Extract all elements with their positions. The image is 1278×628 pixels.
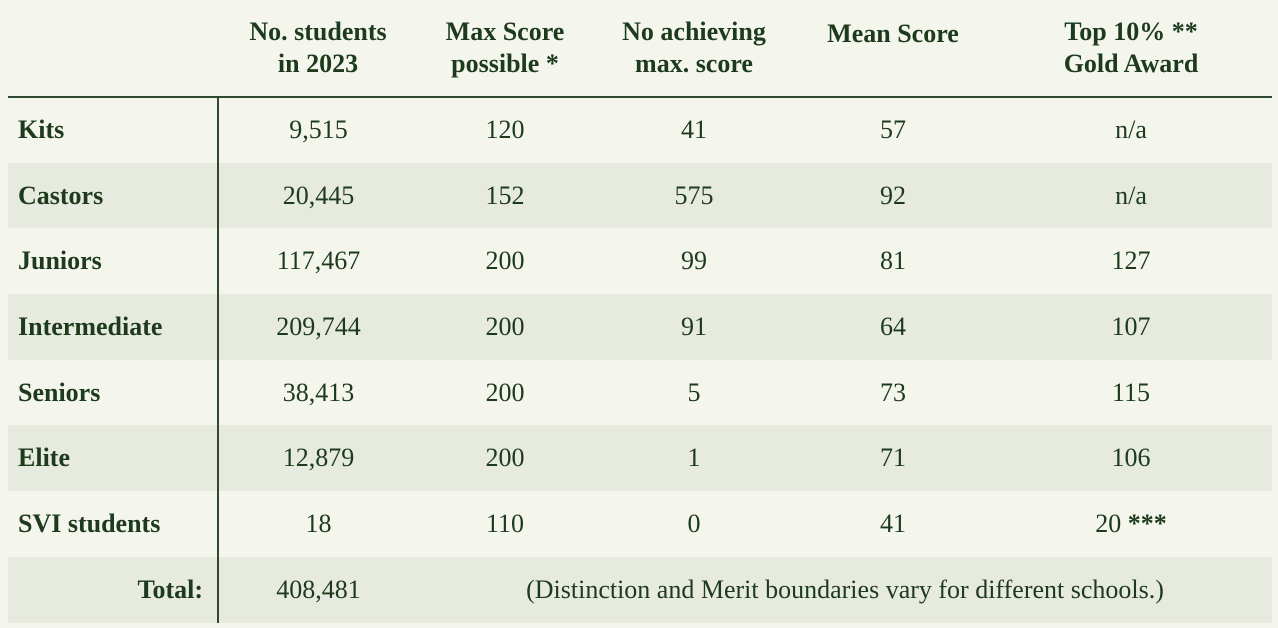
cell-max-score: 200 (418, 294, 592, 360)
cell-mean: 64 (796, 294, 990, 360)
header-gold-line-2: Gold Award (1063, 49, 1199, 78)
cell-gold (990, 425, 1272, 491)
cell-gold (990, 163, 1272, 229)
table-row (8, 97, 1272, 163)
cell-students: 209,744 (218, 294, 418, 360)
table-body (8, 97, 1272, 623)
cell-gold (990, 97, 1272, 163)
cell-achieving: 99 (592, 228, 796, 294)
cell-mean: 73 (796, 360, 990, 426)
cell-max-score: 110 (418, 491, 592, 557)
row-level: Juniors (8, 228, 218, 294)
row-level: Kits (8, 97, 218, 163)
row-level: SVI students (8, 491, 218, 557)
cell-max-score: 200 (418, 228, 592, 294)
cell-mean: 57 (796, 97, 990, 163)
table-row (8, 360, 1272, 426)
header-students (218, 0, 418, 97)
gold-value: 106 (1111, 443, 1151, 473)
cell-max-score: 120 (418, 97, 592, 163)
cell-mean: 41 (796, 491, 990, 557)
row-level: Castors (8, 163, 218, 229)
table-row (8, 491, 1272, 557)
gold-value: 115 (1111, 377, 1151, 407)
cell-students: 9,515 (218, 97, 418, 163)
total-label: Total: (8, 557, 218, 623)
cell-achieving: 0 (592, 491, 796, 557)
table-row (8, 294, 1272, 360)
header-students-line-2: in 2023 (277, 49, 359, 78)
header-gold-line-1: Top 10% ** (1064, 17, 1198, 46)
gold-value: 20 (1095, 508, 1122, 538)
cell-max-score: 200 (418, 360, 592, 426)
cell-max-score: 200 (418, 425, 592, 491)
cell-gold (990, 360, 1272, 426)
table-header (8, 0, 1272, 97)
cell-achieving: 1 (592, 425, 796, 491)
table-row (8, 425, 1272, 491)
cell-students: 20,445 (218, 163, 418, 229)
table-row (8, 228, 1272, 294)
cell-gold (990, 294, 1272, 360)
header-gold-award (990, 0, 1272, 97)
cell-students: 18 (218, 491, 418, 557)
header-mean-score (796, 0, 990, 97)
total-note: (Distinction and Merit boundaries vary for different schools.) (418, 557, 1272, 623)
header-achieving-line-1: No achieving (622, 17, 766, 46)
header-achieving-line-2: max. score (635, 49, 753, 78)
cell-max-score: 152 (418, 163, 592, 229)
header-max-score-line-2: possible * (451, 49, 559, 78)
cell-mean: 71 (796, 425, 990, 491)
cell-mean: 92 (796, 163, 990, 229)
results-table (8, 0, 1272, 623)
cell-achieving: 41 (592, 97, 796, 163)
cell-achieving: 91 (592, 294, 796, 360)
header-row (8, 0, 1272, 97)
gold-value: 107 (1111, 311, 1151, 341)
header-max-score (418, 0, 592, 97)
header-level (8, 0, 218, 97)
total-row (8, 557, 1272, 623)
header-students-line-1: No. students (249, 17, 387, 46)
header-mean-line-1: Mean Score (827, 19, 959, 48)
cell-mean: 81 (796, 228, 990, 294)
row-level: Elite (8, 425, 218, 491)
cell-achieving: 575 (592, 163, 796, 229)
cell-students: 38,413 (218, 360, 418, 426)
cell-gold (990, 491, 1272, 557)
row-level: Seniors (8, 360, 218, 426)
header-max-score-line-1: Max Score (445, 17, 565, 46)
header-achieving-max (592, 0, 796, 97)
cell-students: 117,467 (218, 228, 418, 294)
gold-value: n/a (1115, 115, 1147, 145)
cell-achieving: 5 (592, 360, 796, 426)
cell-students: 12,879 (218, 425, 418, 491)
total-students: 408,481 (218, 557, 418, 623)
cell-gold (990, 228, 1272, 294)
gold-value: n/a (1115, 180, 1147, 210)
table-row (8, 163, 1272, 229)
gold-value: 127 (1111, 246, 1151, 276)
row-level: Intermediate (8, 294, 218, 360)
gold-footnote-marker: *** (1127, 508, 1167, 538)
